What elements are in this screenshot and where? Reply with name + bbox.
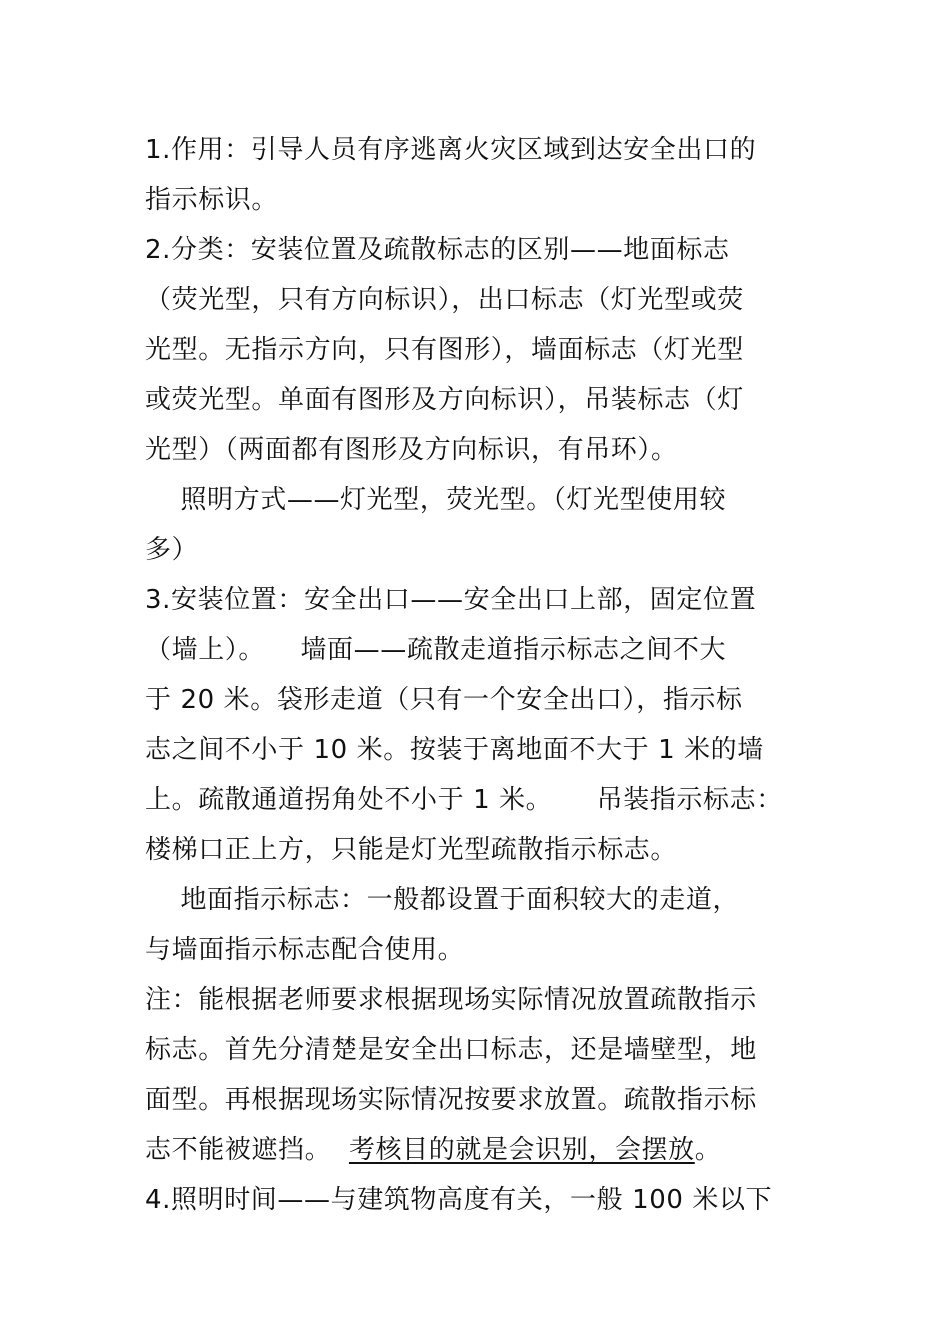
text-line: 面型。再根据现场实际情况按要求放置。疏散指示标 (145, 1085, 757, 1115)
text-line: 照明方式——灯光型，荧光型。（灯光型使用较 (145, 485, 727, 515)
text-line: 光型。无指示方向，只有图形），墙面标志（灯光型 (145, 335, 744, 365)
text-line: 1.作用：引导人员有序逃离火灾区域到达安全出口的 (145, 135, 757, 165)
text-line: （荧光型，只有方向标识），出口标志（灯光型或荧 (145, 285, 744, 315)
text-line: （墙上）。 墙面——疏散走道指示标志之间不大 (145, 635, 727, 665)
text-line: 于 20 米。袋形走道（只有一个安全出口），指示标 (145, 685, 743, 715)
text-line: 多） (145, 535, 199, 565)
text-line: 楼梯口正上方，只能是灯光型疏散指示标志。 (145, 835, 678, 865)
text-line: 志之间不小于 10 米。按装于离地面不大于 1 米的墙 (145, 735, 764, 765)
text-line: 地面指示标志：一般都设置于面积较大的走道， (145, 885, 740, 915)
text-line: 或荧光型。单面有图形及方向标识），吊装标志（灯 (145, 385, 744, 415)
text-line: 光型）（两面都有图形及方向标识，有吊环）。 (145, 435, 678, 465)
text-line: 3.安装位置：安全出口——安全出口上部，固定位置 (145, 585, 757, 615)
text-line: 上。疏散通道拐角处不小于 1 米。 吊装指示标志： (145, 785, 783, 815)
text-line: 标志。首先分清楚是安全出口标志，还是墙壁型，地 (145, 1035, 757, 1065)
text-line: 注：能根据老师要求根据现场实际情况放置疏散指示 (145, 985, 757, 1015)
text-line: 与墙面指示标志配合使用。 (145, 935, 465, 965)
underlined-phrase: 考核目的就是会识别，会摆放 (348, 1135, 695, 1165)
text-line: 指示标识。 (145, 185, 279, 215)
text-line (145, 1132, 835, 1168)
text-line: 4.照明时间——与建筑物高度有关，一般 100 米以下 (145, 1185, 773, 1215)
text-line: 2.分类：安装位置及疏散标志的区别——地面标志 (145, 235, 730, 265)
text-segment: 。 (694, 1135, 722, 1165)
text-segment: 志不能被遮挡。 (145, 1135, 349, 1165)
